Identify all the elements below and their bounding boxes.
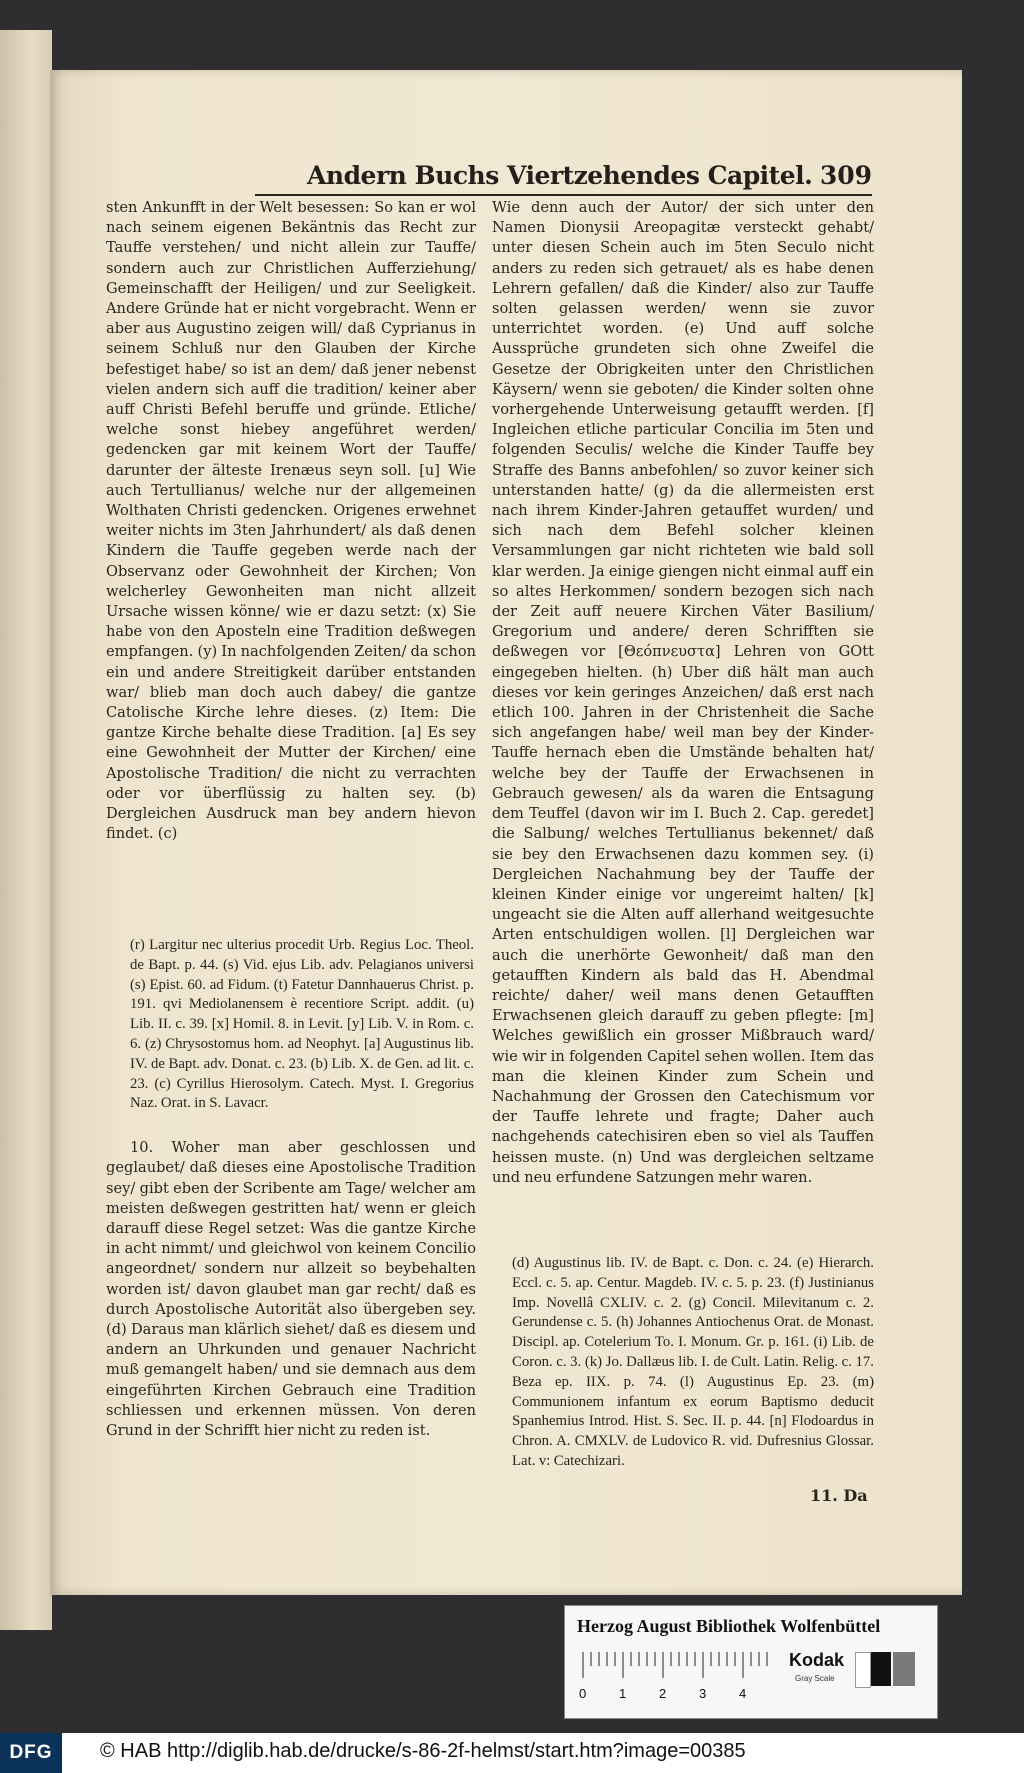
copyright-link[interactable]: © HAB http://diglib.hab.de/drucke/s-86-2f-helmst/start.htm?image=00385 bbox=[100, 1740, 746, 1762]
library-color-target bbox=[564, 1605, 938, 1719]
ruler-number-4: 4 bbox=[739, 1686, 747, 1701]
ruler-number-1: 1 bbox=[619, 1686, 627, 1701]
right-paragraph-1: Wie denn auch der Autor/ der sich unter den Namen Dionysii Areopagitæ versteckt gehabt/ unter diesen Schein auch im 5ten Seculo nicht anders zu reden sich getrauet/ als es habe denen Lehrern gefallen/ daß die Kinder/ also zur Tauffe solten gelassen werden/ wenn sie zuvor unterrichtet worden. (e) Und auff solche Aussprüche grundeten sich ohne Zweifel die Gesetze der Obrigkeiten unter den Christlichen Käysern/ wenn sie geboten/ die Kinder solten ohne vorhergehende Unterweisung getaufft werden. [f] Ingleichen etliche particular Concilia im 5ten und folgenden Seculis/ welche die Kinder Tauffe bey Straffe des Banns anbefohlen/ so zuvor keiner sich unterstanden hatte/ (g) da die allermeisten erst nach ihrem Kinder-Jahren getauffet wurden/ und sich nach dem Befehl solcher kleinen Versammlungen gar nicht richteten wie bald soll klar werden. Ja einige giengen nicht einmal auff ein so altes Herkommen/ sondern bezogen sich nach der Zeit auff neuere Kirchen Väter Basilium/ Gregorium und andere/ deren Schrifften sie deßwegen vor [Θεόπνευστα] Lehren von GOtt eingegeben hielten. (h) Uber diß hält man auch dieses vor kein geringes Anzeichen/ daß erst nach etlich 100. Jahren in der Christenheit die Sache sich angefangen habe/ weil man bey der Kinder-Tauffe hernach eben die Umstände behalten hat/ welche bey der Tauffe der Erwachsenen in Gebrauch gewesen/ als da waren die Entsagung dem Teuffel (davon wir im I. Buch 2. Cap. geredet] die Salbung/ welches Tertullianus bekennet/ daß sie bey den Erwachsenen dazu kommen sey. (i) Dergleichen Nachahmung bey der Tauffe der kleinen Kinder einige vor ungereimt halten/ [k] ungeacht sie die Alten auff allerhand weitgesuchte Arten entschuldigen wollen. [l] Dergleichen war auch die unerhörte Gewonheit/ daß man den getaufften Kindern als bald das H. Abendmal reichte/ daher/ weil mans denen Getaufften Erwachsenen gleich darauff zu geben pflegte: [m] Welches gewißlich ein grosser Mißbrauch ward/ wie wir in folgenden Capitel sehen wollen. Item das man die kleinen Kinder zum Schein und Nachahmung der Grossen den Catechismum vor der Tauffe lehrete und fragte; Daher auch nachgehends catechisiren eben so viel als Tauffen heissen muste. (n) Und was dergleichen seltzame und neu erfundene Satzungen mehr waren. bbox=[492, 199, 874, 1186]
page-header bbox=[255, 150, 872, 196]
gray-scale-label: Gray Scale bbox=[795, 1674, 835, 1683]
gray-swatch-white bbox=[855, 1652, 871, 1688]
gray-swatch-mid bbox=[893, 1652, 915, 1686]
right-footnotes: (d) Augustinus lib. IV. de Bapt. c. Don. c. 24. (e) Hierarch. Eccl. c. 5. ap. Centur. Magdeb. IV. c. 5. p. 23. (f) Justinianus Imp. Novellâ CXLIV. c. 2. (g) Concil. Milevitanum c. 2. Gerundense c. 5. (h) Johannes Antiochenus Orat. de Monast. Discipl. ap. Cotelerium To. I. Monum. Gr. p. 161. (i) Lib. de Coron. c. 3. (k) Jo. Dallæus lib. I. de Cult. Latin. Relig. c. 17. Beza ep. IIX. p. 74. (l) Augustinus Ep. 23. (m) Communionem infantum ex eorum Baptismo deducit Spanhemius Introd. Hist. S. Sec. II. p. 44. [n] Flodoardus in Chron. A. CMXLV. de Ludovico R. vid. Dufresnius Glossar. Lat. v: Catechizari. bbox=[512, 1255, 874, 1469]
page-number: 309 bbox=[819, 161, 872, 190]
gray-swatch-black bbox=[871, 1652, 891, 1686]
ruler-number-0: 0 bbox=[579, 1686, 587, 1701]
library-name: Herzog August Bibliothek Wolfenbüttel bbox=[577, 1616, 881, 1636]
footer-bar bbox=[0, 1733, 1024, 1773]
kodak-logo-text: Kodak bbox=[789, 1650, 845, 1670]
left-column bbox=[106, 198, 476, 1441]
ruler-number-2: 2 bbox=[659, 1686, 667, 1701]
dfg-logo: DFG bbox=[0, 1733, 62, 1773]
book-page bbox=[50, 70, 962, 1595]
running-head: Andern Buchs Viertzehendes Capitel. bbox=[307, 161, 813, 190]
kodak-gray-scale bbox=[785, 1648, 925, 1692]
left-paragraph-2: 10. Woher man aber geschlossen und geglaubet/ daß dieses eine Apostolische Tradition sey/ gibt eben der Scribente am Tage/ welcher am meisten deßwegen gestritten hat/ wenn er gleich darauff diese Regel setzet: Was die gantze Kirche in acht nimmt/ und gleichwol von keinem Concilio angeordnet/ sondern nur allzeit so beybehalten worden ist/ davon glaubet man gar recht/ daß es durch Apostolische Autorität also übergeben sey. (d) Daraus man klärlich siehet/ daß es diesem und andern an Uhrkunden und genauer Nachricht muß gemangelt haben/ und sie demnach aus dem eingeführten Kirchen Gebrauch eine Tradition schliessen und erkennen müssen. Von deren Grund in der Schrifft hier nicht zu reden ist. bbox=[106, 1139, 476, 1440]
left-footnotes: (r) Largitur nec ulterius procedit Urb. Regius Loc. Theol. de Bapt. p. 44. (s) Vid. ejus Lib. adv. Pelagianos universi (s) Epist. 60. ad Fidum. (t) Fatetur Dannhauerus Christ. p. 191. qvi Mediolanensem è recentiore Script. addit. (u) Lib. II. c. 39. [x] Homil. 8. in Levit. [y] Lib. V. in Rom. c. 6. (z) Chrysostomus hom. ad Neophyt. [a] Augustinus lib. IV. de Bapt. adv. Donat. c. 23. (b) Lib. X. de Gen. ad lit. c. 23. (c) Cyrillus Hierosolym. Catech. Myst. I. Gregorius Naz. Orat. in S. Lavacr. bbox=[130, 937, 474, 1112]
ruler-number-3: 3 bbox=[699, 1686, 707, 1701]
facing-page-edge bbox=[0, 30, 52, 1630]
ruler-scale bbox=[575, 1648, 785, 1704]
right-column bbox=[492, 198, 874, 1472]
left-paragraph-1: sten Ankunfft in der Welt besessen: So kan er wol nach seinem eigenen Bekäntnis das Recht zur Tauffe verstehen/ und nicht allein zur Tauffe/ sondern auch zur Christlichen Aufferziehung/ Gemeinschafft der Heiligen/ und zur Seeligkeit. Andere Gründe hat er nicht vorgebracht. Wenn er aber aus Augustino zeigen will/ daß Cyprianus in seinem Schluß nur den Glauben der Kirche befestiget habe/ so ist an dem/ daß jener nebenst vielen andern sich auff die tradition/ keiner aber auff Christi Befehl beruffe und gründe. Etliche/ welche sonst hiebey angeführet werden/ gedencken gar mit keinem Wort der Tauffe/ darunter der älteste Irenæus seyn soll. [u] Wie auch Tertullianus/ welche nur der allgemeinen Wolthaten Christi gedencken. Origenes erwehnet weiter nichts im 3ten Jahrhundert/ als daß denen Kindern die Tauffe gegeben werde nach der Observanz oder Gewohnheit der Kirchen; Von welcherley Gewonheiten man nicht allzeit Ursache wissen könne/ wie er dazu setzt: (x) Sie habe von den Aposteln eine Tradition deßwegen empfangen. (y) In nachfolgenden Zeiten/ da schon ein und andere Streitigkeit darüber entstanden war/ blieb man doch auch dabey/ die gantze Catolische Kirche lehre dieses. (z) Item: Die gantze Kirche behalte diese Tradition. [a] Es sey eine Gewohnheit der Mutter der Kirchen/ eine Apostolische Tradition/ die nicht zu verrachten oder vor überflüssig zu halten sey. (b) Dergleichen Ausdruck man bey andern hievon findet. (c) bbox=[106, 199, 476, 843]
catchword: 11. Da bbox=[810, 1486, 868, 1505]
